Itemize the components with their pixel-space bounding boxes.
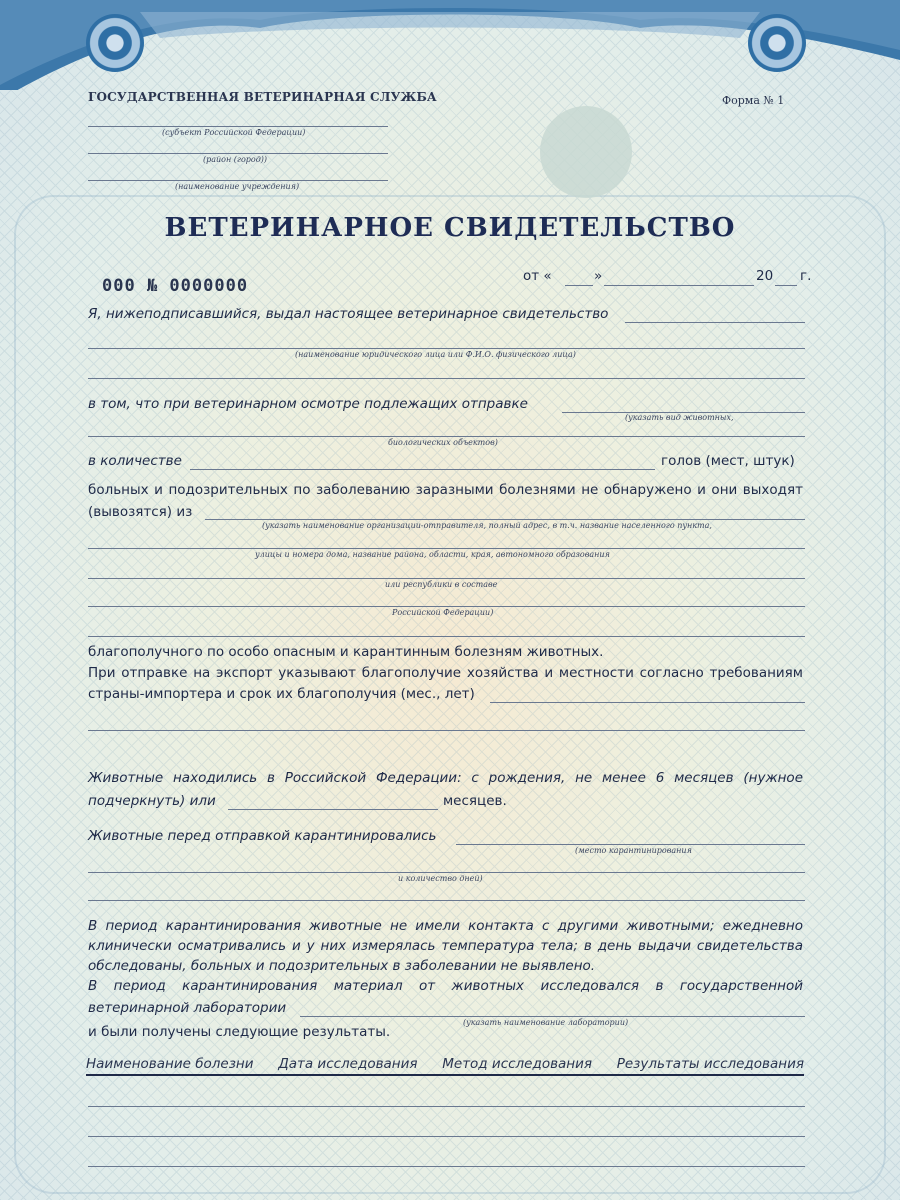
lab-name-hint: (указать наименование лаборатории): [463, 1018, 629, 1027]
document-title: ВЕТЕРИНАРНОЕ СВИДЕТЕЛЬСТВО: [164, 213, 736, 243]
residence-months-field[interactable]: [228, 809, 438, 810]
residence-underline-label: подчеркнуть) или: [88, 793, 216, 809]
results-row-2[interactable]: [88, 1136, 805, 1137]
lab-name-field[interactable]: [300, 1016, 805, 1017]
district-hint: (район (город)): [203, 155, 268, 164]
agency-name: ГОСУДАРСТВЕННАЯ ВЕТЕРИНАРНАЯ СЛУЖБА: [88, 90, 437, 104]
origin-hint-4: Российской Федерации): [392, 608, 494, 617]
origin-label: (вывозятся) из: [88, 504, 193, 520]
quarantine-statement-3: обследованы, больных и подозрительных в заболевании не выявлено.: [88, 958, 596, 974]
inspection-label: в том, что при ветеринарном осмотре подлежащих отправке: [88, 396, 528, 412]
subject-line[interactable]: [88, 126, 388, 127]
date-month-field[interactable]: [604, 285, 754, 286]
column-date: Дата исследования: [278, 1056, 418, 1072]
seal-placeholder: [540, 106, 632, 198]
date-year-field[interactable]: [775, 285, 797, 286]
residence-statement: Животные находились в Российской Федерации: с рождения, не менее 6 месяцев (нужное: [88, 770, 803, 786]
results-row-3[interactable]: [88, 1166, 805, 1167]
subject-hint: (субъект Российской Федерации): [162, 128, 306, 137]
date-year-label: 20: [756, 268, 774, 284]
quarantine-place-hint: (место карантинирования: [575, 846, 692, 855]
origin-hint-2: улицы и номера дома, название района, области, края, автономного образования: [255, 550, 610, 559]
column-method: Метод исследования: [442, 1056, 593, 1072]
institution-line[interactable]: [88, 180, 388, 181]
quarantine-statement-1: В период карантинирования животные не имели контакта с другими животными; ежедневно: [88, 918, 803, 934]
lab-label: ветеринарной лаборатории: [88, 1000, 287, 1016]
quarantine-days-field[interactable]: [88, 872, 805, 873]
issued-to-label: Я, нижеподписавшийся, выдал настоящее ветеринарное свидетельство: [88, 306, 609, 322]
quantity-field[interactable]: [190, 469, 655, 470]
institution-hint: (наименование учреждения): [175, 182, 300, 191]
recipient-field-1[interactable]: [625, 322, 805, 323]
origin-hint-1: (указать наименование организации-отправителя, полный адрес, в т.ч. название населенного пункта,: [262, 521, 712, 530]
date-day-field[interactable]: [565, 285, 593, 286]
health-statement: больных и подозрительных по заболеванию заразными болезнями не обнаружено и они выходят: [88, 482, 803, 498]
column-disease: Наименование болезни: [86, 1056, 254, 1072]
origin-field-5[interactable]: [88, 636, 805, 637]
results-row-1[interactable]: [88, 1106, 805, 1107]
date-suffix: г.: [800, 268, 812, 284]
residence-months-unit: месяцев.: [443, 793, 507, 809]
certificate-number: 000 № 0000000: [102, 276, 249, 296]
wellbeing-period-field[interactable]: [490, 702, 805, 703]
quarantine-statement-2: клинически осматривались и у них измерялась температура тела; в день выдачи свидетельства: [88, 938, 803, 954]
results-table-header: [86, 1056, 804, 1076]
date-from-label: от «: [523, 268, 552, 284]
wellbeing-statement: благополучного по особо опасным и карантинным болезням животных.: [88, 644, 604, 660]
quantity-label: в количестве: [88, 453, 182, 469]
results-intro: и были получены следующие результаты.: [88, 1024, 391, 1040]
bio-objects-field[interactable]: [88, 436, 805, 437]
quarantine-place-field[interactable]: [456, 844, 805, 845]
date-mid-label: »: [594, 268, 603, 284]
quarantine-label: Животные перед отправкой карантинировались: [88, 828, 437, 844]
quarantine-days-hint: и количество дней): [398, 874, 483, 883]
origin-field-1[interactable]: [205, 519, 805, 520]
export-field-2[interactable]: [88, 730, 805, 731]
recipient-field-3[interactable]: [88, 378, 805, 379]
bio-objects-hint: биологических объектов): [388, 438, 498, 447]
origin-field-3[interactable]: [88, 578, 805, 579]
animal-type-hint: (указать вид животных,: [625, 413, 734, 422]
lab-statement: В период карантинирования материал от животных исследовался в государственной: [88, 978, 803, 994]
origin-field-4[interactable]: [88, 606, 805, 607]
district-line[interactable]: [88, 153, 388, 154]
form-number: Форма № 1: [722, 94, 785, 107]
export-note: При отправке на экспорт указывают благополучие хозяйства и местности согласно требованиям: [88, 665, 803, 681]
left-rosette-emblem: [86, 14, 144, 72]
column-results: Результаты исследования: [616, 1056, 804, 1072]
recipient-field-2[interactable]: [88, 348, 805, 349]
recipient-hint: (наименование юридического лица или Ф.И.О. физического лица): [295, 350, 576, 359]
quantity-unit: голов (мест, штук): [661, 453, 795, 469]
right-rosette-emblem: [748, 14, 806, 72]
origin-hint-3: или республики в составе: [385, 580, 498, 589]
quarantine-field-3[interactable]: [88, 900, 805, 901]
importer-label: страны-импортера и срок их благополучия (мес., лет): [88, 686, 475, 702]
origin-field-2[interactable]: [88, 548, 805, 549]
